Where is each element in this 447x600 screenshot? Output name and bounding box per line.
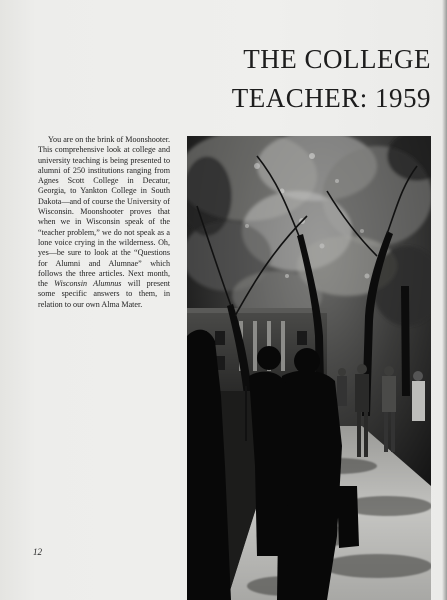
lamp-post xyxy=(245,386,247,441)
title-line-2: TEACHER: 1959 xyxy=(231,83,431,113)
photo-graphic xyxy=(187,136,431,600)
intro-paragraph xyxy=(38,135,170,310)
campus-walk-photo xyxy=(187,136,431,600)
magazine-name: Wisconsin Alumnus xyxy=(54,279,122,289)
page-number: 12 xyxy=(33,547,42,557)
page-edge-shadow xyxy=(442,0,447,600)
intro-text-part-2: will present some specific answers to them, in relation to our own Alma Mater. xyxy=(38,279,170,309)
title-line-1: THE COLLEGE xyxy=(243,44,431,74)
intro-text-part-1: You are on the brink of Moonshooter. This comprehensive look at college and university teaching is being presented to alumni of 250 institutions ranging from Agnes Scott College in Decatur, Georgia, to Yankton College in South Dakota—and of course the University of Wisconsin. Moonshooter proves that when we in Wisconsin speak of the “teacher problem,” we do not speak as a lone voice crying in the wilderness. Oh, yes—be sure to look at the “Questions for Alumni and Alumnae” which follows the three articles. Next month, the xyxy=(38,135,170,289)
article-title xyxy=(171,40,431,118)
